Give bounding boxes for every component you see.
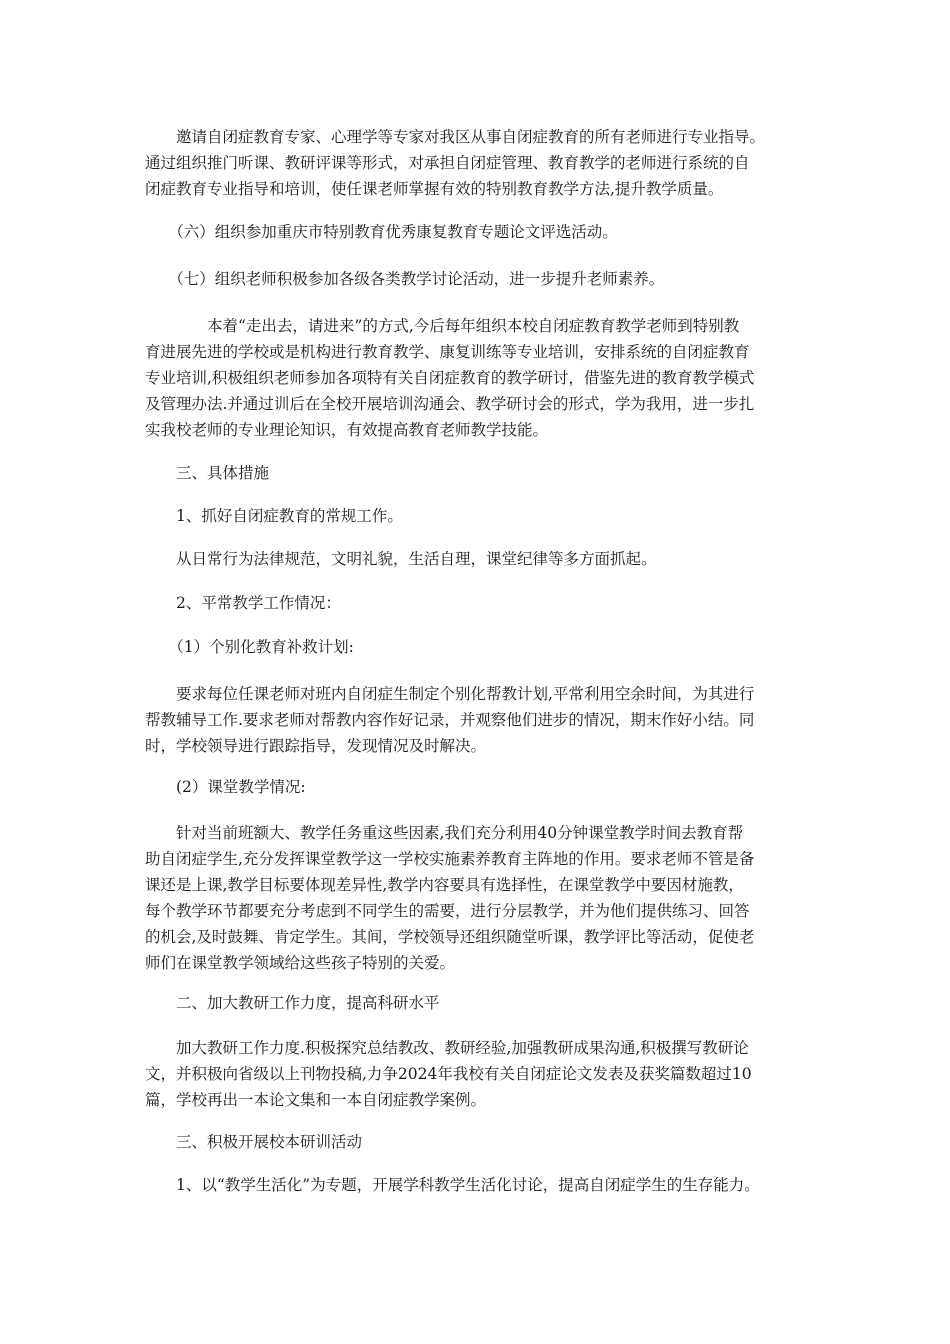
- paragraph-routine-work: [145, 503, 817, 529]
- text-line: 的机会,及时鼓舞、肯定学生。其间，学校领导还组织随堂听课，教学评比等活动，促使老: [145, 928, 755, 946]
- text-line: 师们在课堂教学领域给这些孩子特别的关爱。: [145, 954, 456, 972]
- text-line: 二、加大教研工作力度，提高科研水平: [145, 994, 440, 1012]
- heading-school-training: [145, 1129, 817, 1155]
- paragraph-classroom-teaching: [145, 820, 817, 976]
- paragraph-teaching-research: [145, 1035, 817, 1113]
- paragraph-individual-plan: [145, 681, 817, 759]
- text-line: 本着“走出去，请进来”的方式,今后每年组织本校自闭症教育教学老师到特别教: [145, 317, 740, 335]
- text-line: 课还是上课,教学目标要体现差异性,教学内容要具有选择性，在课堂教学中要因材施教，: [145, 876, 744, 894]
- text-line: 闭症教育专业指导和培训，使任课老师掌握有效的特别教育教学方法,提升教学质量。: [145, 180, 724, 198]
- text-line: 专业培训,积极组织老师参加各项特有关自闭症教育的教学研讨，借鉴先进的教育教学模式: [145, 369, 755, 387]
- text-line: 育进展先进的学校或是机构进行教育教学、康复训练等专业培训，安排系统的自闭症教育: [145, 343, 750, 361]
- text-line: 实我校老师的专业理论知识，有效提高教育老师教学技能。: [145, 421, 549, 439]
- paragraph-life-teaching: [145, 1172, 817, 1198]
- text-line: 1、抓好自闭症教育的常规工作。: [145, 507, 403, 525]
- text-line: 三、具体措施: [145, 464, 270, 482]
- text-line: 篇，学校再出一本论文集和一本自闭症教学案例。: [145, 1091, 487, 1109]
- text-line: 加大教研工作力度.积极探究总结教改、教研经验,加强教研成果沟通,积极撰写教研论: [145, 1039, 749, 1057]
- text-line: （七）组织老师积极参加各级各类教学讨论活动，进一步提升老师素养。: [145, 270, 665, 288]
- text-line: 时，学校领导进行跟踪指导，发现情况及时解决。: [145, 737, 487, 755]
- text-line: 1、以“教学生活化”为专题，开展学科教学生活化讨论，提高自闭症学生的生存能力。: [145, 1176, 760, 1194]
- heading-specific-measures: [145, 460, 817, 486]
- text-line: 助自闭症学生,充分发挥课堂教学这一学校实施素养教育主阵地的作用。要求老师不管是备: [145, 850, 755, 868]
- text-line: 要求每位任课老师对班内自闭症生制定个别化帮教计划,平常利用空余时间，为其进行: [145, 685, 755, 703]
- paragraph-training-approach: [145, 313, 817, 443]
- text-line: 2、平常教学工作情况：: [145, 594, 341, 612]
- text-line: (2）课堂教学情况:: [145, 778, 306, 796]
- text-line: 文，并积极向省级以上刊物投稿,力争2024年我校有关自闭症论文发表及获奖篇数超过10: [145, 1065, 752, 1083]
- text-line: （六）组织参加重庆市特别教育优秀康复教育专题论文评选活动。: [145, 223, 618, 241]
- heading-teaching-research: [145, 990, 817, 1016]
- text-line: 从日常行为法律规范，文明礼貌，生活自理，课堂纪律等多方面抓起。: [145, 550, 657, 568]
- text-line: 每个教学环节都要充分考虑到不同学生的需要，进行分层教学，并为他们提供练习、回答: [145, 902, 750, 920]
- paragraph-teaching-work: [145, 590, 817, 616]
- text-line: 帮教辅导工作.要求老师对帮教内容作好记录，并观察他们进步的情况，期末作好小结。同: [145, 711, 755, 729]
- text-line: 三、积极开展校本研训活动: [145, 1133, 363, 1151]
- text-line: 通过组织推门听课、教研评课等形式，对承担自闭症管理、教育教学的老师进行系统的自: [145, 154, 750, 172]
- text-line: （1）个别化教育补救计划:: [145, 638, 354, 656]
- paragraph-item-six: [145, 219, 817, 245]
- text-line: 邀请自闭症教育专家、心理学等专家对我区从事自闭症教育的所有老师进行专业指导。: [145, 128, 766, 146]
- paragraph-classroom-title: [145, 774, 817, 800]
- paragraph-individual-plan-title: [145, 634, 817, 660]
- paragraph-daily-behavior: [145, 546, 817, 572]
- paragraph-expert-guidance: [145, 124, 817, 202]
- text-line: 及管理办法.并通过训后在全校开展培训沟通会、教学研讨会的形式，学为我用，进一步扎: [145, 395, 755, 413]
- paragraph-item-seven: [145, 266, 817, 292]
- text-line: 针对当前班额大、教学任务重这些因素,我们充分利用40分钟课堂教学时间去教育帮: [145, 824, 744, 842]
